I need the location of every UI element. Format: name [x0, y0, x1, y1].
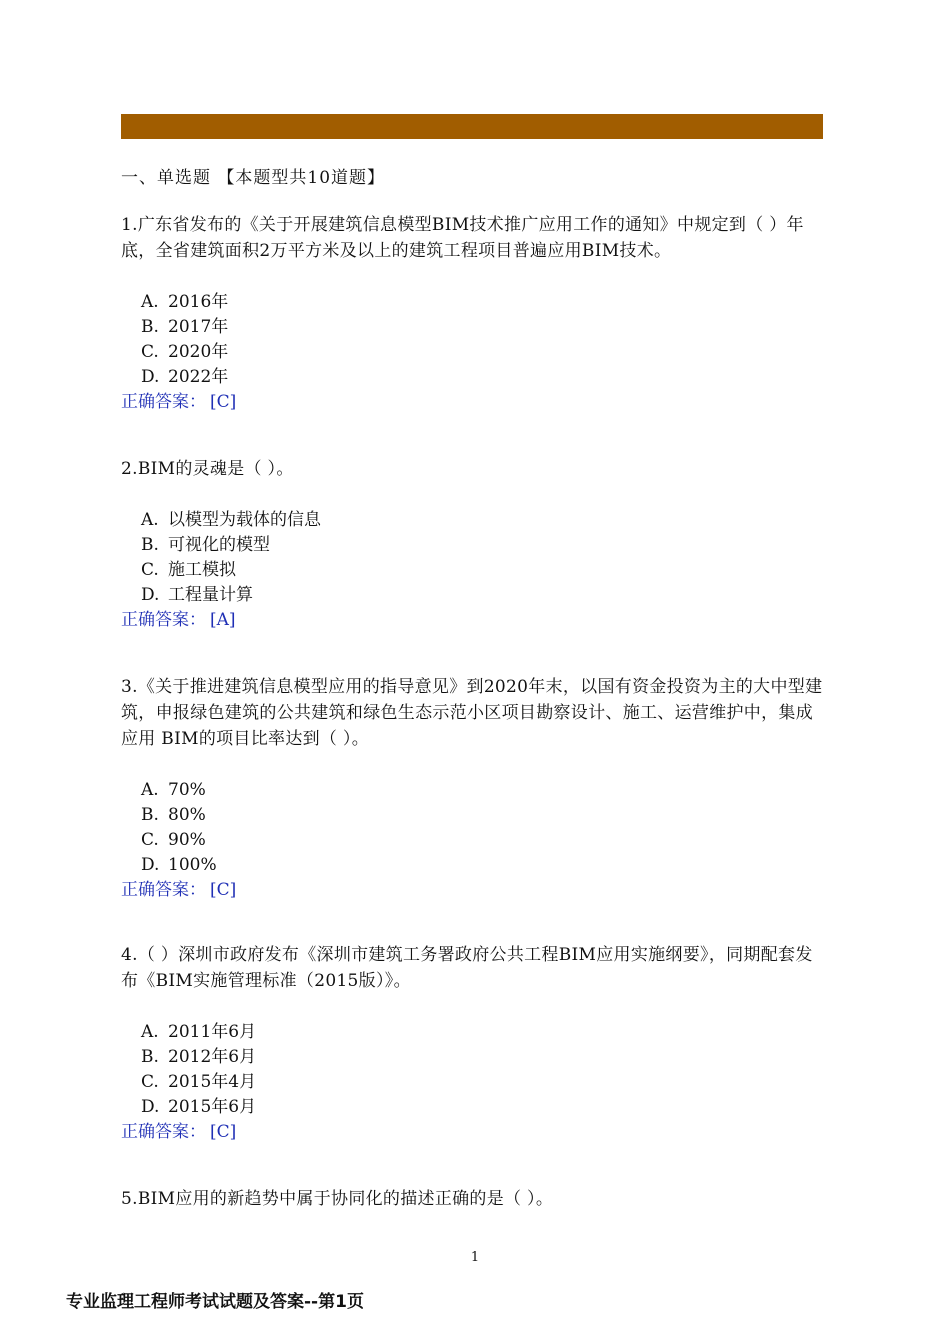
header-banner	[121, 114, 823, 139]
question-1	[121, 212, 826, 415]
option-a: A. 70%	[141, 780, 206, 800]
option-d: D. 100%	[141, 855, 217, 875]
option-b: B. 可视化的模型	[141, 535, 270, 555]
option-a: A. 2011年6月	[141, 1022, 257, 1042]
option-list	[121, 1020, 826, 1120]
option-a: A. 2016年	[141, 292, 229, 312]
question-5	[121, 1186, 826, 1212]
option-d: D. 工程量计算	[141, 585, 253, 605]
option-c: C. 2020年	[141, 342, 229, 362]
question-text: 4.（ ）深圳市政府发布《深圳市建筑工务署政府公共工程BIM应用实施纲要》，同期配套发布《BIM实施管理标准（2015版）》。	[121, 945, 813, 991]
page-number: 1	[470, 1250, 480, 1265]
option-c: C. 90%	[141, 830, 206, 850]
question-text: 2.BIM的灵魂是（ ）。	[121, 459, 294, 479]
option-c: C. 施工模拟	[141, 560, 236, 580]
option-c: C. 2015年4月	[141, 1072, 257, 1092]
section-title: 一、单选题 【本题型共10道题】	[121, 168, 386, 188]
question-text: 1.广东省发布的《关于开展建筑信息模型BIM技术推广应用工作的通知》中规定到（ ）年底，全省建筑面积2万平方米及以上的建筑工程项目普遍应用BIM技术。	[121, 215, 804, 261]
option-list	[121, 508, 826, 608]
option-list	[121, 290, 826, 390]
correct-answer: 正确答案： [C]	[121, 1122, 237, 1142]
correct-answer: 正确答案： [C]	[121, 392, 237, 412]
option-d: D. 2022年	[141, 367, 229, 387]
option-d: D. 2015年6月	[141, 1097, 257, 1117]
option-b: B. 80%	[141, 805, 206, 825]
question-text: 3.《关于推进建筑信息模型应用的指导意见》到2020年末，以国有资金投资为主的大中型建筑，申报绿色建筑的公共建筑和绿色生态示范小区项目勘察设计、施工、运营维护中，集成应用 BIM的项目比率达到（ ）。	[121, 677, 823, 749]
option-b: B. 2012年6月	[141, 1047, 257, 1067]
question-3	[121, 674, 826, 903]
page-footer: 专业监理工程师考试试题及答案--第1页	[66, 1292, 364, 1312]
option-b: B. 2017年	[141, 317, 229, 337]
correct-answer: 正确答案： [C]	[121, 880, 237, 900]
question-2	[121, 456, 826, 633]
question-text: 5.BIM应用的新趋势中属于协同化的描述正确的是（ ）。	[121, 1189, 554, 1209]
correct-answer: 正确答案： [A]	[121, 610, 236, 630]
question-4	[121, 942, 826, 1145]
option-a: A. 以模型为载体的信息	[141, 510, 321, 530]
option-list	[121, 778, 826, 878]
